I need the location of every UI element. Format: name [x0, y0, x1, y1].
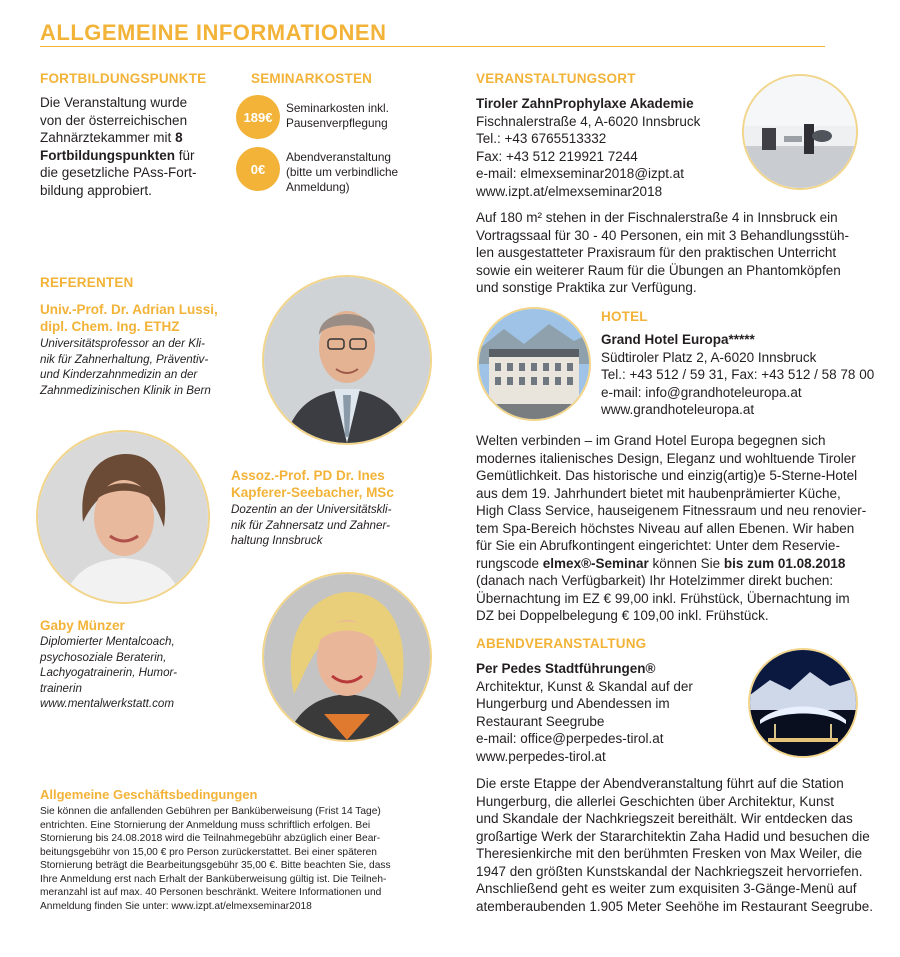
text-line: für Sie ein Abrufkontingent eingerichtet: Unter dem Reservie- [476, 538, 840, 553]
venue-contact [476, 95, 736, 200]
venue-fax: Fax: +43 512 219921 7244 [476, 148, 638, 164]
abend-email[interactable]: e-mail: office@perpedes-tirol.at [476, 731, 664, 746]
text-line: (danach nach Verfügbarkeit) Ihr Hotelzimmer direkt buchen: [476, 573, 834, 588]
venue-description [476, 209, 881, 297]
agb-heading: Allgemeine Geschäftsbedingungen [40, 787, 258, 802]
text-line: High Class Service, hauseigenem Fitnessraum und neu renovier- [476, 503, 867, 518]
title-divider [40, 46, 825, 47]
speaker-photo-muenzer [262, 572, 432, 742]
hotel-contact [601, 331, 886, 419]
text-line: Stornierung bis 24.08.2018 wird die Teilnahmegebühr abzüglich einer Bear- [40, 833, 381, 844]
text-line: Anschließend geht es weiter zum exquisiten 3-Gänge-Menü auf [476, 881, 857, 896]
venue-name: Tiroler ZahnProphylaxe Akademie [476, 96, 694, 111]
text-line: DZ bei Doppelbelegung € 109,00 inkl. Frühstück. [476, 608, 769, 623]
text-line: die gesetzliche PAss-Fort- [40, 165, 197, 180]
veranstaltungsort-heading: VERANSTALTUNGSORT [476, 71, 636, 86]
text-line: Theresienkirche mit den berühmten Fresken von Max Weiler, die [476, 846, 863, 861]
hotel-heading: HOTEL [601, 309, 648, 324]
text-line: und Skandale der Nachkriegszeit bereithält. Wir entdecken das [476, 811, 853, 826]
text-line: Fortbildungspunkten für [40, 147, 195, 163]
text-line: Vortragssaal für 30 - 40 Personen, ein mit 3 Behandlungsstüh- [476, 227, 849, 243]
hotel-name: Grand Hotel Europa***** [601, 332, 755, 347]
speaker-kapferer [231, 467, 431, 549]
hotel-phone: Tel.: +43 512 / 59 31, Fax: +43 512 / 58 78 00 [601, 367, 875, 382]
fortbildung-heading: FORTBILDUNGSPUNKTE [40, 71, 207, 86]
speaker-name: Kapferer-Seebacher, MSc [231, 485, 394, 500]
text-line: und sonstige Praktika zur Verfügung. [476, 280, 697, 295]
text-line: Die erste Etappe der Abendveranstaltung führt auf die Station [476, 776, 844, 791]
text-line: Anmeldung finden Sie unter: www.izpt.at/elmexseminar2018 [40, 900, 312, 912]
speaker-role: Lachyogatrainerin, Humor- [40, 666, 178, 679]
page-title: ALLGEMEINE INFORMATIONEN [40, 20, 387, 45]
agb-text [40, 805, 460, 913]
venue-address: Fischnalerstraße 4, A-6020 Innsbruck [476, 113, 701, 129]
text-line: Ihre Anmeldung erst nach Erhalt der Banküberweisung gültig ist. Die Teilneh- [40, 873, 387, 885]
price-badge-evening: 0€ [236, 147, 280, 191]
abend-name: Per Pedes Stadtführungen® [476, 661, 656, 676]
hotel-photo [477, 307, 591, 421]
speaker-name: dipl. Chem. Ing. ETHZ [40, 319, 180, 334]
abend-heading: ABENDVERANSTALTUNG [476, 636, 647, 651]
speaker-role: und Kinderzahnmedizin an der [40, 368, 198, 381]
text-line: Hungerburg, die allerlei Geschichten über Architektur, Kunst [476, 793, 834, 809]
referenten-heading: REFERENTEN [40, 275, 134, 290]
speaker-website[interactable]: www.mentalwerkstatt.com [40, 697, 175, 710]
text-line: meranzahl ist auf max. 40 Personen beschränkt. Weitere Informationen und [40, 887, 382, 898]
speaker-role: nik für Zahnerhaltung, Präventiv- [40, 352, 209, 366]
hotel-description [476, 432, 886, 625]
hotel-email[interactable]: e-mail: info@grandhoteleuropa.at [601, 384, 802, 400]
venue-photo [742, 74, 858, 190]
text-line: (bitte um verbindliche [286, 165, 399, 179]
speaker-role: Universitätsprofessor an der Kli- [40, 337, 205, 350]
price-badge-seminar: 189€ [236, 95, 280, 139]
abend-description [476, 775, 886, 915]
evening-cost-text [286, 150, 398, 195]
speaker-role: psychosoziale Beraterin, [40, 650, 167, 664]
text-line: Gemütlichkeit. Das historische und einzig(artig)e 5-Sterne-Hotel [476, 468, 858, 483]
text-line: bildung approbiert. [40, 182, 152, 198]
text-line: Abendveranstaltung [286, 150, 391, 164]
speaker-role: nik für Zahnersatz und Zahner- [231, 518, 390, 532]
text-line: tem Spa-Bereich höchstes Niveau auf allen Ebenen. Wir haben [476, 520, 855, 536]
speaker-name: Gaby Münzer [40, 618, 125, 633]
text-line: entrichten. Eine Stornierung der Anmeldung muss schriftlich erfolgen. Bei [40, 819, 371, 831]
text-line: Zahnärztekammer mit 8 [40, 130, 183, 145]
text-line: 1947 den größten Kunstskandal der Nachkriegszeit hervorriefen. [476, 863, 863, 879]
venue-phone: Tel.: +43 6765513332 [476, 131, 607, 146]
speaker-role: trainerin [40, 681, 82, 695]
venue-website[interactable]: www.izpt.at/elmexseminar2018 [476, 183, 663, 199]
fortbildung-text [40, 94, 230, 199]
text-line: großartige Werk der Stararchitektin Zaha Hadid und besuchen die [476, 828, 870, 844]
venue-email[interactable]: e-mail: elmexseminar2018@izpt.at [476, 166, 685, 181]
speaker-role: Zahnmedizinischen Klinik in Bern [40, 383, 211, 397]
speaker-name: Univ.-Prof. Dr. Adrian Lussi, [40, 302, 218, 317]
text-line: von der österreichischen [40, 112, 188, 128]
text-line: sowie ein weiterer Raum für die Übungen an Phantomköpfen [476, 262, 841, 278]
text-line: Seminarkosten inkl. [286, 101, 389, 115]
hungerburg-photo [748, 648, 858, 758]
seminar-cost-text [286, 101, 389, 131]
speaker-role: Diplomierter Mentalcoach, [40, 635, 175, 648]
speaker-muenzer [40, 617, 255, 712]
text-line: rungscode elmex®-Seminar können Sie bis zum 01.08.2018 [476, 555, 846, 571]
speaker-name: Assoz.-Prof. PD Dr. Ines [231, 468, 385, 483]
seminarkosten-heading: SEMINARKOSTEN [251, 71, 373, 86]
text-line: Stornierung beträgt die Bearbeitungsgebühr 35,00 €. Bitte beachten Sie, dass [40, 860, 391, 871]
hotel-website[interactable]: www.grandhoteleuropa.at [601, 402, 755, 417]
text-line: Hungerburg und Abendessen im [476, 696, 670, 711]
text-line: atemberaubenden 1.905 Meter Seehöhe im Restaurant Seegrube. [476, 898, 874, 914]
text-line: Übernachtung im EZ € 99,00 inkl. Frühstück, Übernachtung im [476, 590, 850, 606]
text-line: modernes italienisches Design, Eleganz und wohltuende Tiroler [476, 450, 856, 466]
speaker-lussi [40, 301, 255, 398]
speaker-photo-kapferer [36, 430, 210, 604]
text-line: len ausgestatteter Praxisraum für den praktischen Unterricht [476, 245, 837, 260]
abend-website[interactable]: www.perpedes-tirol.at [476, 748, 606, 764]
speaker-role: haltung Innsbruck [231, 534, 323, 547]
hotel-address: Südtiroler Platz 2, A-6020 Innsbruck [601, 349, 817, 365]
text-line: Die Veranstaltung wurde [40, 95, 188, 110]
text-line: Architektur, Kunst & Skandal auf der [476, 678, 693, 694]
text-line: Restaurant Seegrube [476, 713, 605, 729]
text-line: aus dem 19. Jahrhundert bietet mit haubenprämierter Küche, [476, 485, 841, 501]
speaker-photo-lussi [262, 275, 432, 445]
text-line: Welten verbinden – im Grand Hotel Europa begegnen sich [476, 433, 826, 448]
text-line: Sie können die anfallenden Gebühren per Banküberweisung (Frist 14 Tage) [40, 806, 381, 817]
speaker-role: Dozentin an der Universitätskli- [231, 503, 392, 516]
text-line: Anmeldung) [286, 180, 350, 194]
text-line: Auf 180 m² stehen in der Fischnalerstraße 4 in Innsbruck ein [476, 210, 838, 225]
text-line: beitungsgebühr von 15,00 € pro Person zurückerstattet. Bei einer späteren [40, 846, 377, 858]
text-line: Pausenverpflegung [286, 116, 388, 130]
abend-contact [476, 660, 746, 765]
